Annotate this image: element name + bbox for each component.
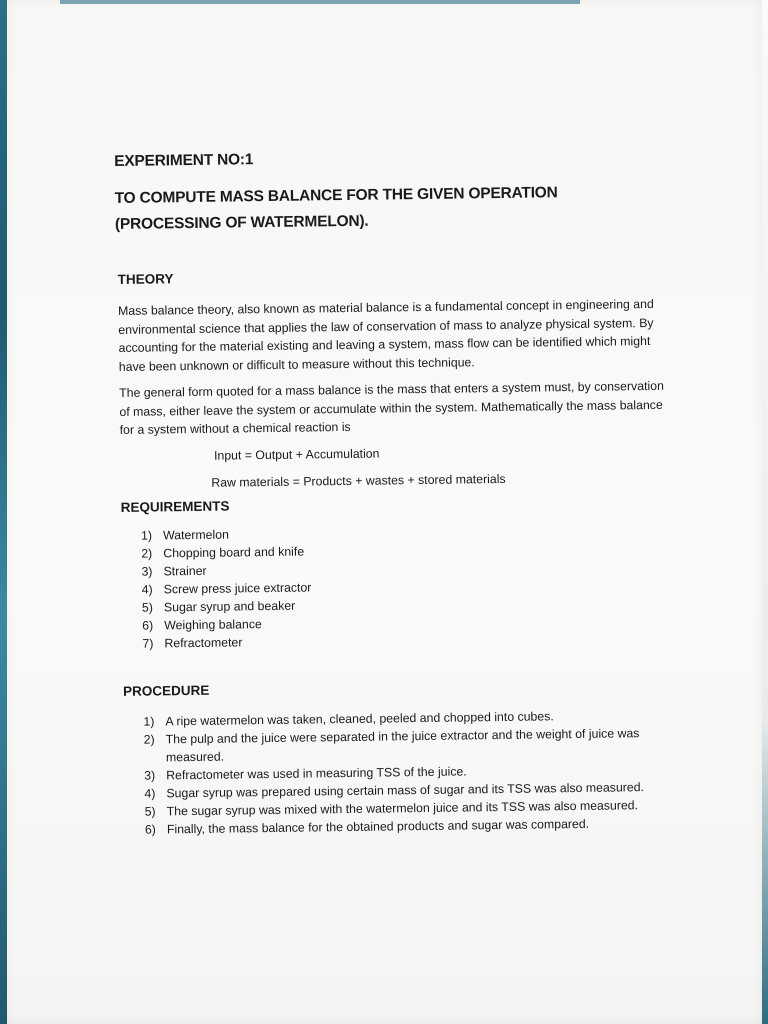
- experiment-title-line-1: TO COMPUTE MASS BALANCE FOR THE GIVEN OPERATION: [114, 184, 558, 207]
- list-item: 6) Weighing balance: [142, 617, 262, 633]
- list-item: 3) Strainer: [141, 563, 207, 579]
- formula-input-output: Input = Output + Accumulation: [213, 446, 380, 463]
- formula-raw-materials: Raw materials = Products + wastes + stored materials: [211, 471, 506, 490]
- list-item: 5) The sugar syrup was mixed with the watermelon juice and its TSS was also measured.: [144, 798, 639, 819]
- list-item: 2) The pulp and the juice were separated in the juice extractor and the weight of juice was measured.: [143, 726, 640, 765]
- procedure-list: [143, 706, 677, 839]
- list-item: 4) Sugar syrup was prepared using certain mass of sugar and its TSS was also measured.: [144, 780, 645, 801]
- theory-paragraph-2: The general form quoted for a mass balance is the mass that enters a system must, by conservation of mass, either leave the system or accumulate within the system. Mathematically the mass balance for a system without a chemical reaction is: [119, 378, 664, 437]
- list-item: 2) Chopping board and knife: [141, 544, 305, 561]
- list-item: 1) A ripe watermelon was taken, cleaned, peeled and chopped into cubes.: [143, 709, 554, 729]
- list-item: 1) Watermelon: [140, 527, 229, 543]
- background-edge-left: [0, 0, 7, 1024]
- list-item: 3) Refractometer was used in measuring TSS of the juice.: [144, 764, 467, 783]
- list-item: 6) Finally, the mass balance for the obtained products and sugar was compared.: [144, 816, 590, 837]
- background-edge-top: [60, 0, 580, 4]
- experiment-title-line-2: (PROCESSING OF WATERMELON).: [114, 212, 369, 233]
- procedure-heading: PROCEDURE: [122, 682, 210, 699]
- experiment-title: [114, 180, 558, 238]
- requirements-list: [141, 524, 312, 652]
- experiment-number: EXPERIMENT NO:1: [114, 151, 254, 170]
- requirements-heading: REQUIREMENTS: [120, 498, 230, 515]
- theory-paragraph-1: Mass balance theory, also known as material balance is a fundamental concept in engineering and environmental science that applies the law of conservation of mass to analyze physical system. By accounting for the material existing and leaving a system, mass flow can be identified which might have been unknown or difficult to measure without this technique.: [118, 296, 654, 374]
- list-item: 7) Refractometer: [142, 635, 243, 651]
- list-item: 4) Screw press juice extractor: [141, 580, 312, 597]
- theory-heading: THEORY: [117, 271, 174, 287]
- list-item: 5) Sugar syrup and beaker: [141, 598, 296, 615]
- background-edge-right: [762, 0, 768, 1024]
